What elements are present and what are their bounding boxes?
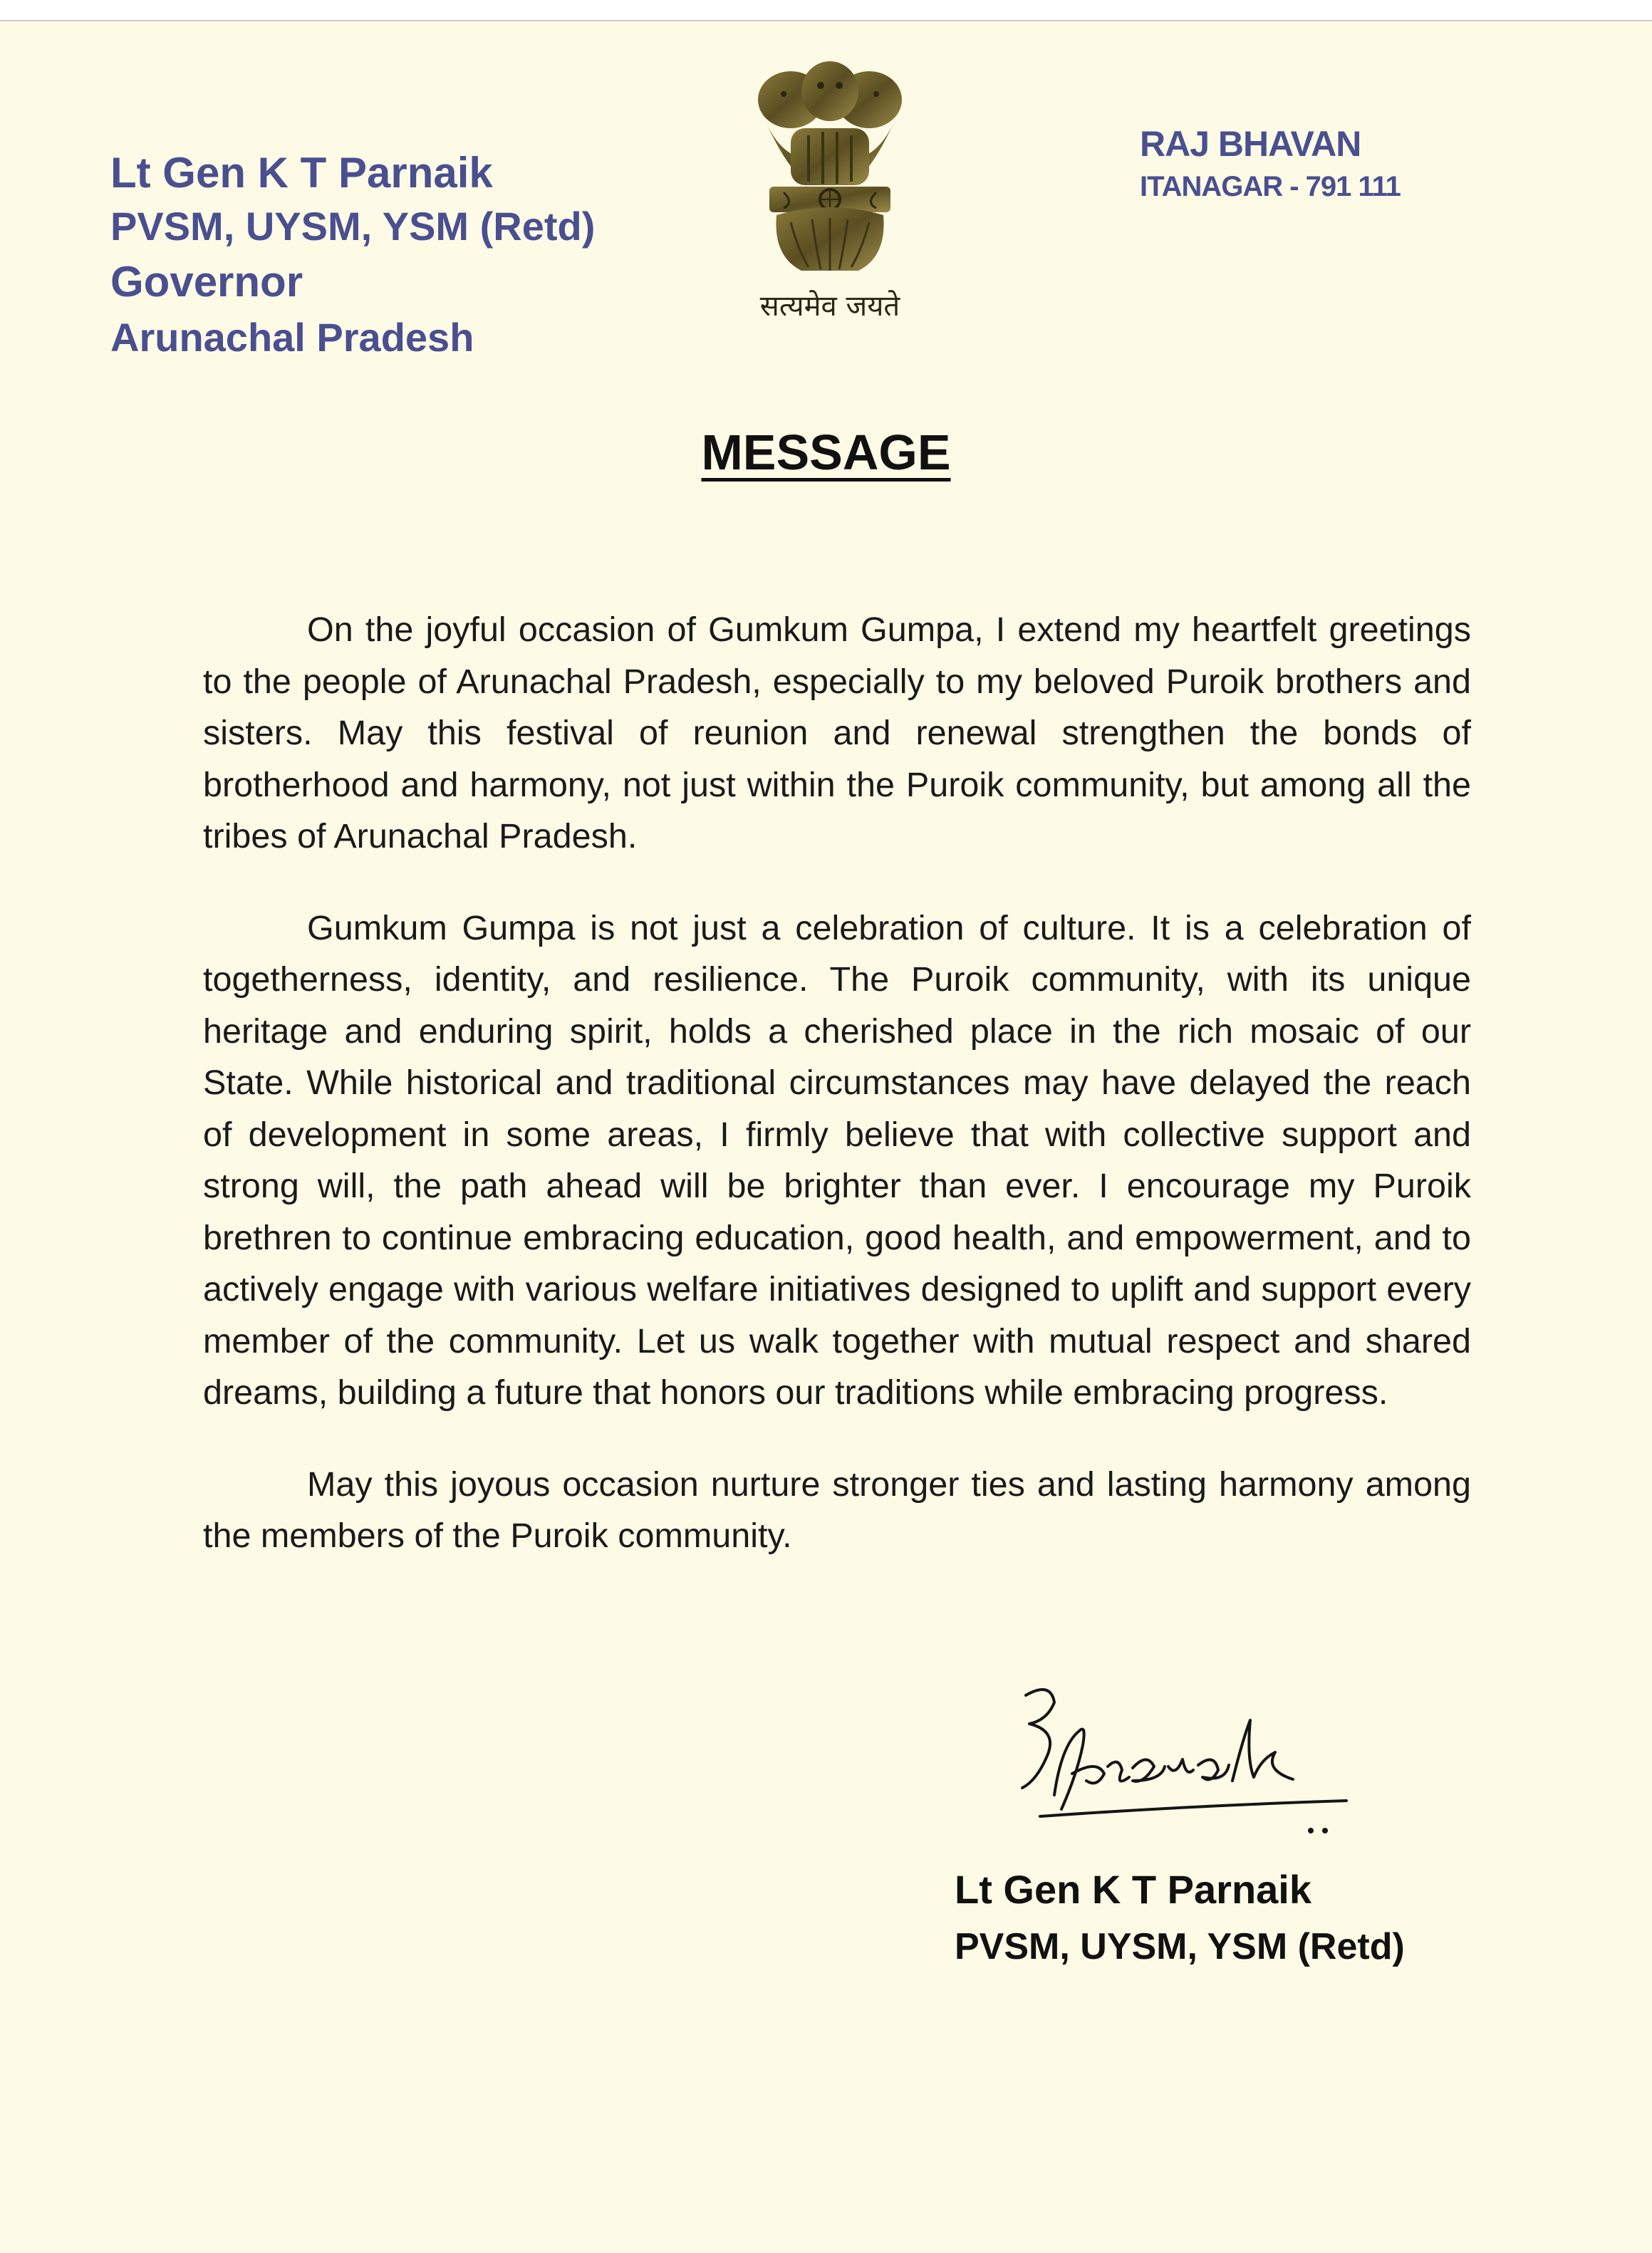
- signatory-honours: PVSM, UYSM, YSM (Retd): [955, 1926, 1405, 1967]
- sender-block: [110, 146, 695, 364]
- sender-name: Lt Gen K T Parnaik: [110, 149, 493, 197]
- message-title: MESSAGE: [701, 425, 951, 480]
- sender-state: Arunachal Pradesh: [110, 315, 474, 360]
- sender-honours: PVSM, UYSM, YSM (Retd): [110, 204, 596, 249]
- page-top-edge: [0, 0, 1652, 21]
- sender-designation: Governor: [110, 258, 303, 306]
- signatory-name: Lt Gen K T Parnaik: [955, 1867, 1311, 1912]
- body-paragraph: May this joyous occasion nurture stronger ties and lasting harmony among the members of the Puroik community.: [203, 1464, 1471, 1555]
- office-address: ITANAGAR - 791 111: [1140, 171, 1401, 202]
- signatory-block: [955, 1861, 1524, 1974]
- body-paragraph: On the joyful occasion of Gumkum Gumpa, I extend my heartfelt greetings to the people of Arunachal Pradesh, especially to my beloved Puroik brothers and sisters. May this festival of reunion and renewal strengthen the bonds of brotherhood and harmony, not just within the Puroik community, but among all the tribes of Arunachal Pradesh.: [203, 610, 1471, 855]
- message-body: [203, 604, 1471, 1602]
- office-name: RAJ BHAVAN: [1140, 124, 1361, 164]
- office-block: [1140, 121, 1510, 207]
- handwritten-signature: [1012, 1681, 1354, 1873]
- emblem-motto: सत्यमेव जयते: [759, 290, 900, 323]
- body-paragraph: Gumkum Gumpa is not just a celebration of culture. It is a celebration of togetherness, identity, and resilience. The Puroik community, with its unique heritage and enduring spirit, holds a cherished place in the rich mosaic of our State. While historical and traditional circumstances may have delayed the reach of development in some areas, I firmly believe that with collective support and strong will, the path ahead will be brighter than ever. I encourage my Puroik brethren to continue embracing education, good health, and empowerment, and to actively engage with various welfare initiatives designed to uplift and support every member of the community. Let us walk together with mutual respect and shared dreams, building a future that honors our traditions while embracing progress.: [203, 908, 1471, 1412]
